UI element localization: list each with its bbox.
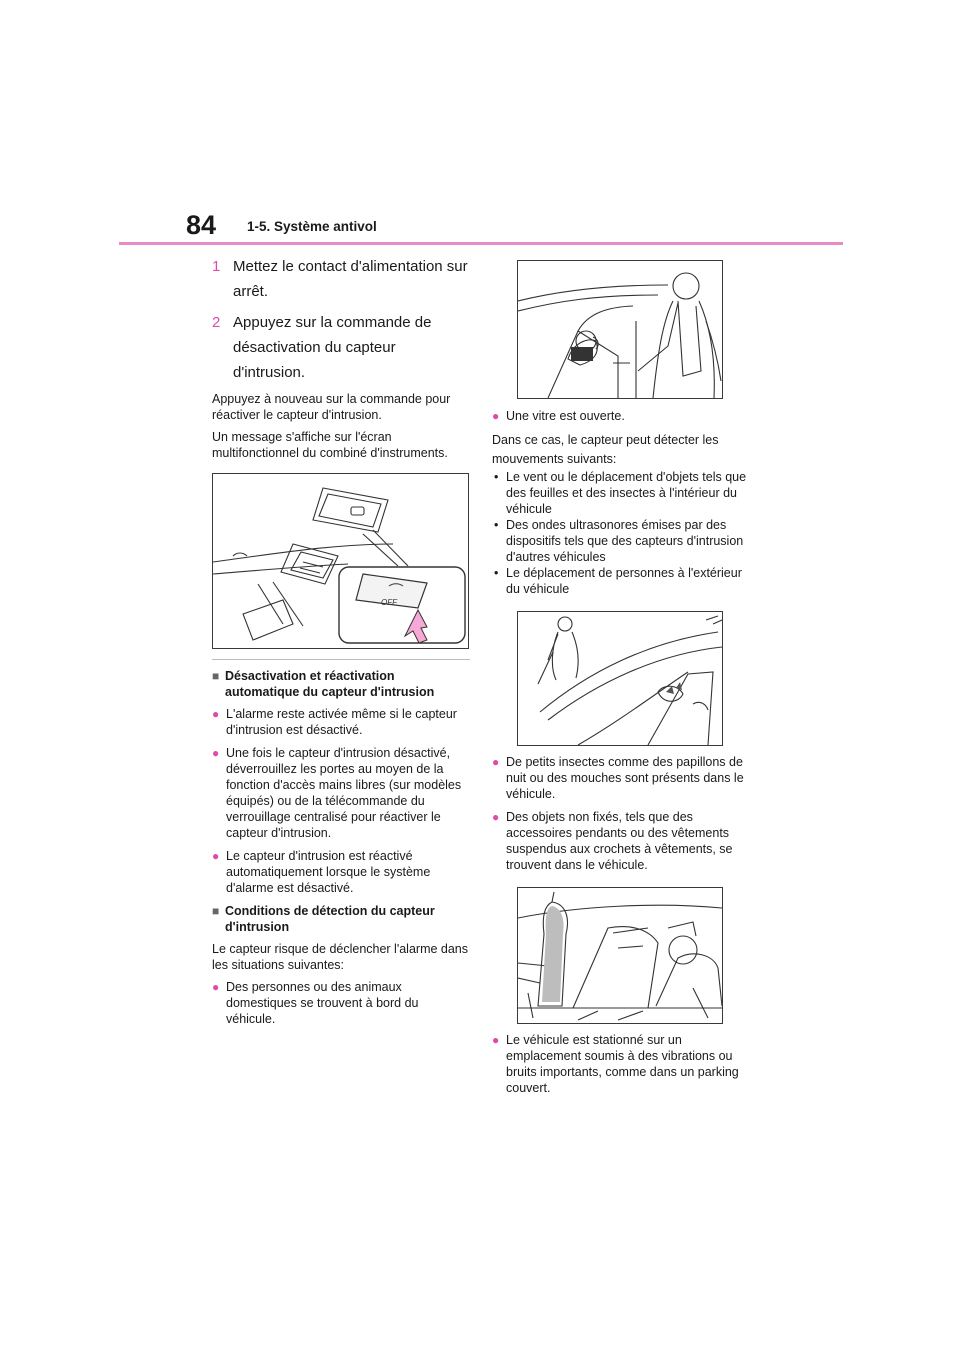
step-number: 2 [212,314,221,331]
list-item [212,706,470,738]
heading-text: Désactivation et réactivation automatique du capteur d'intrusion [225,669,435,699]
illustration-overhead-console [213,474,468,648]
list-item [492,754,757,802]
circle-bullet-icon: ● [492,755,500,769]
step-text: Mettez le contact d'alimentation sur arrêt. [233,258,468,300]
circle-bullet-icon: ● [492,409,500,423]
figure-open-window [517,260,723,399]
step-1 [212,254,470,304]
list-item-text: Le véhicule est stationné sur un emplacement soumis à des vibrations ou bruits importants, comme dans un parking couvert. [506,1033,739,1095]
list-item [492,469,757,517]
circle-bullet-icon: ● [212,849,220,863]
illustration-car-interior [518,888,722,1023]
heading-text: Conditions de détection du capteur d'intrusion [225,904,435,934]
list-item-text: Une fois le capteur d'intrusion désactivé, déverrouillez les portes au moyen de la fonction d'accès mains libres (sur modèles équipés) ou de la télécommande du verrouillage centralisé pour réactiver le capteur d'intrusion. [226,746,462,840]
circle-bullet-icon: ● [212,746,220,760]
circle-bullet-icon: ● [212,707,220,721]
left-column [212,254,470,1034]
list-item-text: Des ondes ultrasonores émises par des dispositifs tels que des capteurs d'intrusion d'autres véhicules [506,518,744,564]
right-column [492,260,757,1103]
list-item [492,1032,757,1096]
step-text: Appuyez sur la commande de désactivation du capteur d'intrusion. [233,314,432,381]
figure-insects [517,611,723,746]
circle-bullet-icon: ● [492,810,500,824]
illustration-person-insects-car [518,612,722,745]
list-item [492,809,757,873]
square-bullet-icon: ■ [212,669,220,683]
figure-separator [212,659,470,660]
list-item-text: L'alarme reste activée même si le capteur d'intrusion est désactivé. [226,707,457,737]
figure-intrusion-switch [212,473,469,649]
paragraph-case: Dans ce cas, le capteur peut détecter les mouvements suivants: [492,433,719,466]
dash-list [492,469,757,597]
dash-bullet-icon: • [494,566,499,580]
illustration-person-dog-window [518,261,722,398]
figure-hanging-objects [517,887,723,1024]
list-item-text: Le vent ou le déplacement d'objets tels que des feuilles et des insectes à l'intérieur du véhicule [506,470,747,516]
list-item-text: Une vitre est ouverte. [506,409,625,423]
list-item-text: De petits insectes comme des papillons de nuit ou des mouches sont présents dans le véhicule. [506,755,744,801]
step-number: 1 [212,258,221,275]
list-item-text: Le déplacement de personnes à l'extérieur du véhicule [506,566,742,596]
list-item [492,408,757,424]
heading-detection-conditions [212,903,470,935]
list-item [492,565,757,597]
page-number: 84 [186,210,217,240]
list-item-text: Des personnes ou des animaux domestiques se trouvent à bord du véhicule. [226,980,419,1026]
header-rule [119,242,843,245]
circle-bullet-icon: ● [212,980,220,994]
list-item [212,979,470,1027]
paragraph-message: Un message s'affiche sur l'écran multifonctionnel du combiné d'instruments. [212,430,448,460]
list-item [492,517,757,565]
dash-bullet-icon: • [494,518,499,532]
section-title: 1-5. Système antivol [247,219,377,234]
list-item [212,745,470,841]
paragraph-reactivate: Appuyez à nouveau sur la commande pour réactiver le capteur d'intrusion. [212,392,451,422]
step-2 [212,310,470,385]
circle-bullet-icon: ● [492,1033,500,1047]
list-item-text: Des objets non fixés, tels que des accessoires pendants ou des vêtements suspendus aux crochets à vêtements, se trouvent dans le véhicule. [506,810,733,872]
list-item [212,848,470,896]
list-item-text: Le capteur d'intrusion est réactivé automatiquement lorsque le système d'alarme est désactivé. [226,849,431,895]
dash-bullet-icon: • [494,470,499,484]
paragraph-conditions: Le capteur risque de déclencher l'alarme dans les situations suivantes: [212,942,469,972]
heading-auto-reactivation [212,668,470,700]
off-label: OFF [381,598,397,607]
square-bullet-icon: ■ [212,904,220,918]
